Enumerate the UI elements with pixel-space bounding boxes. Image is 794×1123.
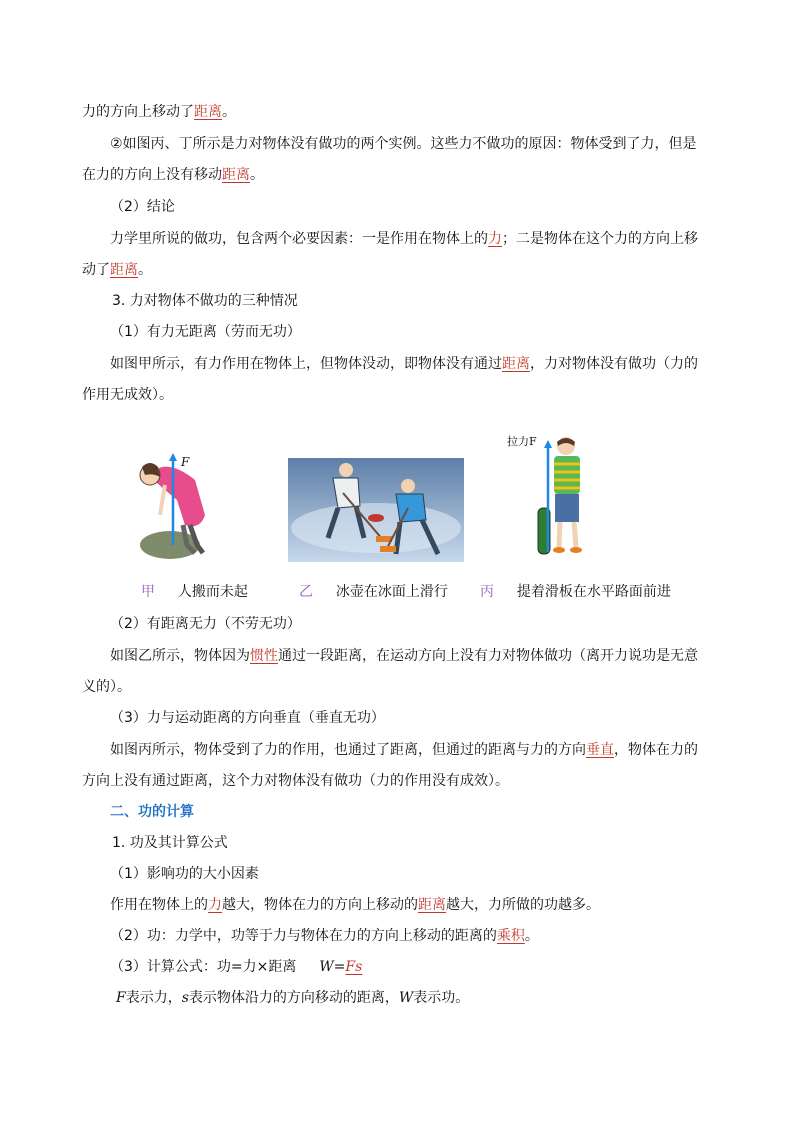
figure-caption-bing	[480, 582, 671, 602]
text: （3）力与运动距离的方向垂直（垂直无功）	[110, 710, 385, 726]
arm-shape	[160, 485, 165, 515]
text: 。	[222, 104, 236, 120]
text: 作用在物体上的	[110, 897, 208, 913]
text: 义的）。	[82, 679, 131, 695]
formula-symbol: s	[181, 990, 189, 1006]
text-line	[110, 229, 698, 249]
text: 方向上没有通过距离，这个力对物体没有做功（力的作用没有成效）。	[82, 773, 509, 789]
text: 越大，物体在力的方向上移动的	[222, 897, 418, 913]
figure-label: 丙	[480, 584, 494, 600]
text-line	[110, 134, 697, 154]
section-title	[112, 833, 228, 853]
text-line	[82, 165, 264, 185]
text: 作用无成效）。	[82, 387, 173, 403]
broom-head-right	[380, 546, 396, 552]
text-line	[110, 354, 698, 374]
text: ，力对物体没有做功（力的	[530, 356, 698, 372]
text: 3. 力对物体不做功的三种情况	[112, 293, 298, 309]
subheading	[110, 864, 259, 884]
text: （1）影响功的大小因素	[110, 866, 259, 882]
caption-text: 提着滑板在水平路面前进	[516, 584, 671, 600]
arrowhead-icon	[169, 453, 177, 461]
shoe	[553, 547, 565, 553]
subheading	[110, 197, 175, 217]
text: 如图甲所示，有力作用在物体上，但物体没动，即物体没有通过	[110, 356, 502, 372]
text: 如图丙所示，物体受到了力的作用，也通过了距离，但通过的距离与力的方向	[110, 742, 586, 758]
player2-head	[401, 479, 415, 493]
shoe	[570, 547, 582, 553]
text-line	[110, 740, 698, 760]
figure-caption-yi	[299, 582, 448, 602]
key-term: 力	[488, 231, 502, 247]
text: 通过一段距离，在运动方向上没有力对物体做功（离开力说功是无意	[278, 648, 698, 664]
key-term: 垂直	[586, 742, 614, 758]
text: 动了	[82, 262, 110, 278]
text: 表示物体沿力的方向移动的距离，	[188, 990, 399, 1006]
caption-text: 冰壶在冰面上滑行	[335, 584, 448, 600]
equals-sign: =	[333, 959, 346, 975]
text-line	[82, 102, 236, 122]
text: 。	[524, 928, 539, 944]
text: （1）有力无距离（劳而无功）	[110, 324, 301, 340]
figure-label: 乙	[299, 584, 313, 600]
player2-body	[396, 494, 426, 522]
player1-head	[339, 463, 353, 477]
key-term: 惯性	[250, 648, 278, 664]
text: （2）结论	[110, 199, 175, 215]
section-heading: 二、功的计算	[110, 804, 194, 820]
text-line	[110, 646, 698, 666]
text: ②如图丙、丁所示是力对物体没有做功的两个实例。这些力不做功的原因：物体受到了力，但是	[110, 136, 697, 152]
force-label: F	[181, 455, 190, 469]
player1-body	[333, 478, 360, 508]
subheading	[110, 614, 301, 634]
legs	[559, 522, 576, 547]
text: 1. 功及其计算公式	[112, 835, 228, 851]
key-term: 距离	[502, 356, 530, 372]
text-line	[110, 926, 539, 946]
key-term: 距离	[110, 262, 138, 278]
text: 如图乙所示，物体因为	[110, 648, 250, 664]
key-term: 乘积	[496, 928, 525, 944]
formula-symbol: F	[116, 990, 126, 1006]
figure-bing-illustration	[528, 432, 598, 562]
formula-line	[110, 957, 362, 977]
text: ，物体在力的	[614, 742, 698, 758]
key-term: 距离	[222, 167, 250, 183]
figure-jia-illustration	[125, 445, 225, 565]
text: （3）计算公式：功=力×距离	[110, 959, 297, 975]
text-line	[82, 260, 152, 280]
section-title	[112, 291, 298, 311]
text: 。	[138, 262, 152, 278]
text: （2）功：力学中，功等于力与物体在力的方向上移动的距离的	[110, 928, 497, 944]
text-line	[82, 771, 509, 791]
formula-answer: Fs	[345, 959, 363, 975]
text: 力的方向上移动了	[82, 104, 194, 120]
key-term: 距离	[194, 104, 222, 120]
formula-symbol: W	[398, 990, 414, 1006]
figure-yi-illustration	[288, 458, 464, 562]
figure-label: 甲	[141, 584, 155, 600]
text-line	[82, 385, 173, 405]
text: 。	[250, 167, 264, 183]
text-line	[116, 988, 469, 1008]
key-term: 距离	[418, 897, 446, 913]
text: （2）有距离无力（不劳无功）	[110, 616, 301, 632]
curling-stone	[368, 514, 384, 522]
shorts-shape	[555, 494, 579, 522]
subheading	[110, 322, 301, 342]
formula-symbol: W	[319, 959, 334, 975]
subheading	[110, 708, 385, 728]
text: 表示力，	[125, 990, 182, 1006]
text-line	[110, 895, 600, 915]
key-term: 力	[208, 897, 222, 913]
text: 越大，力所做的功越多。	[446, 897, 600, 913]
text: 表示功。	[413, 990, 470, 1006]
text-line	[82, 677, 131, 697]
caption-text: 人搬而未起	[177, 584, 248, 600]
text: 在力的方向上没有移动	[82, 167, 222, 183]
text: ；二是物体在这个力的方向上移	[502, 231, 698, 247]
figure-caption-jia	[141, 582, 248, 602]
arrowhead-icon	[544, 440, 552, 448]
force-label: 拉力F	[507, 435, 537, 448]
text: 力学里所说的做功，包含两个必要因素：一是作用在物体上的	[110, 231, 488, 247]
